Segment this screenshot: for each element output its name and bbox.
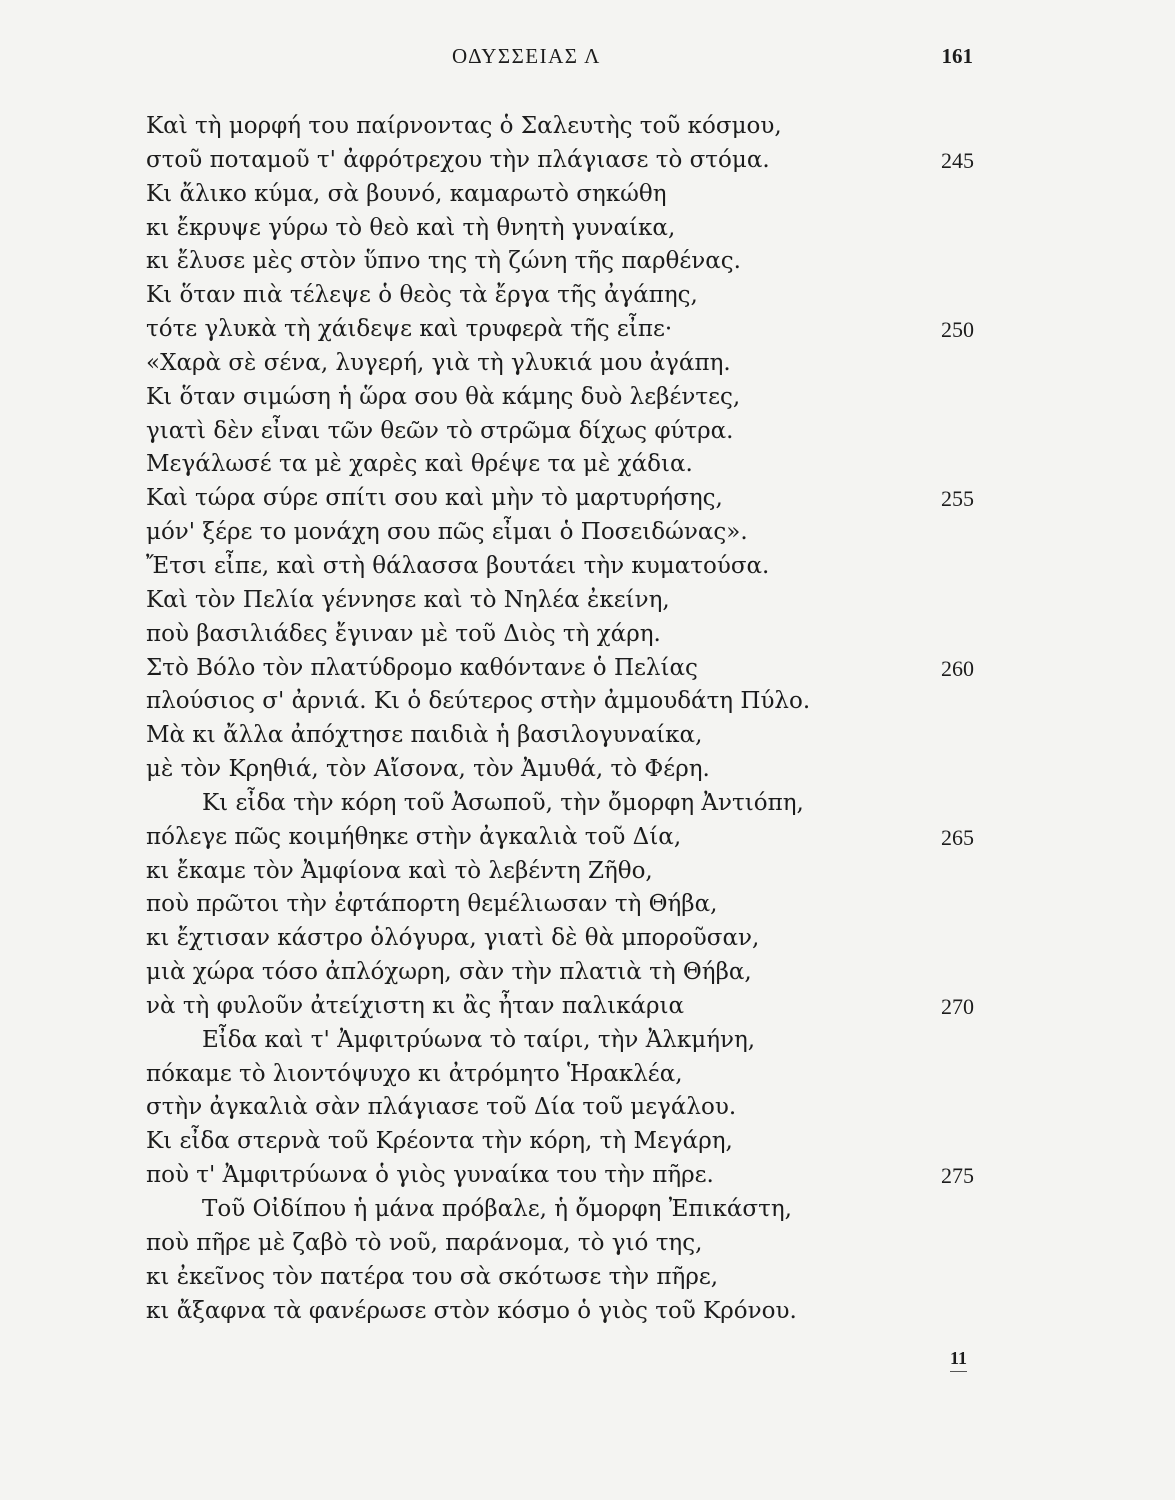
verse-text: ποὺ τ' Ἀμφιτρύωνα ὁ γιὸς γυναίκα του τὴν πῆρε. xyxy=(146,1162,714,1189)
verse-line xyxy=(146,855,986,889)
verse-text: τότε γλυκὰ τὴ χάιδεψε καὶ τρυφερὰ τῆς εἶπε· xyxy=(146,316,673,343)
verse-line xyxy=(146,1227,986,1261)
verse-text: Κι ἄλικο κύμα, σὰ βουνό, καμαρωτὸ σηκώθη xyxy=(146,180,667,207)
verse-line xyxy=(146,448,986,482)
verse-text: κι ἔλυσε μὲς στὸν ὕπνο της τὴ ζώνη τῆς παρθένας. xyxy=(146,248,741,275)
verse-line xyxy=(146,990,986,1024)
verse-text: μιὰ χώρα τόσο ἀπλόχωρη, σὰν τὴν πλατιὰ τὴ Θήβα, xyxy=(146,959,752,986)
verse-text: Μὰ κι ἄλλα ἀπόχτησε παιδιὰ ἡ βασιλογυναίκα, xyxy=(146,722,703,749)
verse-line xyxy=(146,245,986,279)
verse-text: Ἔτσι εἶπε, καὶ στὴ θάλασσα βουτάει τὴν κυματούσα. xyxy=(146,552,770,579)
verse-line xyxy=(146,178,986,212)
verse-text: Καὶ τὴ μορφή του παίρνοντας ὁ Σαλευτὴς τοῦ κόσμου, xyxy=(146,113,782,139)
verse-line xyxy=(146,888,986,922)
verse-text: ποὺ πρῶτοι τὴν ἐφτάπορτη θεμέλιωσαν τὴ Θήβα, xyxy=(146,891,718,918)
verse-text: κι ἔκαμε τὸν Ἀμφίονα καὶ τὸ λεβέντη Ζῆθο, xyxy=(146,857,653,884)
poem-text-block xyxy=(146,110,986,1328)
verse-line xyxy=(146,584,986,618)
verse-line xyxy=(146,482,986,516)
verse-line xyxy=(146,719,986,753)
verse-text: νὰ τὴ φυλοῦν ἀτείχιστη κι ἂς ἦταν παλικάρια xyxy=(146,992,685,1019)
verse-line xyxy=(146,1261,986,1295)
verse-text: ποὺ πῆρε μὲ ζαβὸ τὸ νοῦ, παράνομα, τὸ γιό της, xyxy=(146,1229,703,1256)
verse-line xyxy=(146,956,986,990)
verse-line-number: 270 xyxy=(941,993,974,1019)
verse-text: Καὶ τώρα σύρε σπίτι σου καὶ μὴν τὸ μαρτυρήσης, xyxy=(146,485,723,512)
verse-text: «Χαρὰ σὲ σένα, λυγερή, γιὰ τὴ γλυκιά μου ἀγάπη. xyxy=(146,349,731,376)
verse-line xyxy=(146,1193,986,1227)
verse-line xyxy=(146,1091,986,1125)
verse-text: Καὶ τὸν Πελία γέννησε καὶ τὸ Νηλέα ἐκείνη, xyxy=(146,586,670,613)
verse-text: Τοῦ Οἰδίπου ἡ μάνα πρόβαλε, ἡ ὄμορφη Ἐπικάστη, xyxy=(202,1196,792,1222)
verse-line xyxy=(146,279,986,313)
verse-text: Κι ὅταν πιὰ τέλεψε ὁ θεὸς τὰ ἔργα τῆς ἀγάπης, xyxy=(146,282,698,309)
verse-line xyxy=(146,347,986,381)
running-title: ΟΔΥΣΣΕΙΑΣ Λ xyxy=(452,44,601,68)
verse-line xyxy=(146,1058,986,1092)
verse-line xyxy=(146,1024,986,1058)
verse-line xyxy=(146,1295,986,1329)
verse-line-number: 245 xyxy=(941,147,974,173)
verse-line xyxy=(146,753,986,787)
verse-line xyxy=(146,821,986,855)
verse-line xyxy=(146,381,986,415)
verse-text: Κι εἶδα τὴν κόρη τοῦ Ἀσωποῦ, τὴν ὄμορφη Ἀντιόπη, xyxy=(202,789,804,816)
verse-text: κι ἐκεῖνος τὸν πατέρα του σὰ σκότωσε τὴν πῆρε, xyxy=(146,1263,719,1290)
verse-line xyxy=(146,922,986,956)
verse-text: ποὺ βασιλιάδες ἔγιναν μὲ τοῦ Διὸς τὴ χάρη. xyxy=(146,620,661,647)
verse-text: στὴν ἀγκαλιὰ σὰν πλάγιασε τοῦ Δία τοῦ μεγάλου. xyxy=(146,1094,737,1121)
verse-line-number: 255 xyxy=(941,486,974,512)
verse-line xyxy=(146,144,986,178)
page-number: 161 xyxy=(941,44,973,68)
verse-text: Κι εἶδα στερνὰ τοῦ Κρέοντα τὴν κόρη, τὴ Μεγάρη, xyxy=(146,1128,733,1155)
running-head xyxy=(0,44,1175,74)
verse-line xyxy=(146,415,986,449)
verse-text: Κι ὅταν σιμώση ἡ ὥρα σου θὰ κάμης δυὸ λεβέντες, xyxy=(146,383,741,410)
verse-text: πόκαμε τὸ λιοντόψυχο κι ἀτρόμητο Ἡρακλέα, xyxy=(146,1060,683,1087)
verse-line xyxy=(146,212,986,246)
verse-line-number: 275 xyxy=(941,1163,974,1189)
verse-text: μὲ τὸν Κρηθιά, τὸν Αἴσονα, τὸν Ἀμυθά, τὸ Φέρη. xyxy=(146,756,710,783)
verse-line xyxy=(146,550,986,584)
verse-text: πόλεγε πῶς κοιμήθηκε στὴν ἀγκαλιὰ τοῦ Δία, xyxy=(146,823,682,850)
verse-text: κι ἄξαφνα τὰ φανέρωσε στὸν κόσμο ὁ γιὸς τοῦ Κρόνου. xyxy=(146,1297,797,1324)
verse-line xyxy=(146,685,986,719)
verse-line-number: 260 xyxy=(941,655,974,681)
verse-text: στοῦ ποταμοῦ τ' ἀφρότρεχου τὴν πλάγιασε τὸ στόμα. xyxy=(146,146,770,173)
verse-text: Μεγάλωσέ τα μὲ χαρὲς καὶ θρέψε τα μὲ χάδια. xyxy=(146,451,693,478)
verse-text: Στὸ Βόλο τὸν πλατύδρομο καθόντανε ὁ Πελίας xyxy=(146,654,698,681)
verse-line xyxy=(146,1125,986,1159)
verse-line xyxy=(146,516,986,550)
verse-text: Εἶδα καὶ τ' Ἀμφιτρύωνα τὸ ταίρι, τὴν Ἀλκμήνη, xyxy=(202,1026,756,1053)
verse-line xyxy=(146,787,986,821)
verse-text: γιατὶ δὲν εἶναι τῶν θεῶν τὸ στρῶμα δίχως φύτρα. xyxy=(146,417,734,444)
verse-line xyxy=(146,652,986,686)
verse-text: μόν' ξέρε το μονάχη σου πῶς εἶμαι ὁ Ποσειδώνας». xyxy=(146,519,748,546)
verse-text: πλούσιος σ' ἀρνιά. Κι ὁ δεύτερος στὴν ἀμμουδάτη Πύλο. xyxy=(146,688,811,715)
verse-line-number: 265 xyxy=(941,824,974,850)
verse-line xyxy=(146,1159,986,1193)
verse-line xyxy=(146,110,986,144)
verse-line xyxy=(146,313,986,347)
verse-line-number: 250 xyxy=(941,317,974,343)
printer-signature-mark: 11 xyxy=(950,1348,967,1372)
verse-line xyxy=(146,618,986,652)
verse-text: κι ἔκρυψε γύρω τὸ θεὸ καὶ τὴ θνητὴ γυναίκα, xyxy=(146,214,676,241)
verse-text: κι ἔχτισαν κάστρο ὁλόγυρα, γιατὶ δὲ θὰ μποροῦσαν, xyxy=(146,925,760,952)
